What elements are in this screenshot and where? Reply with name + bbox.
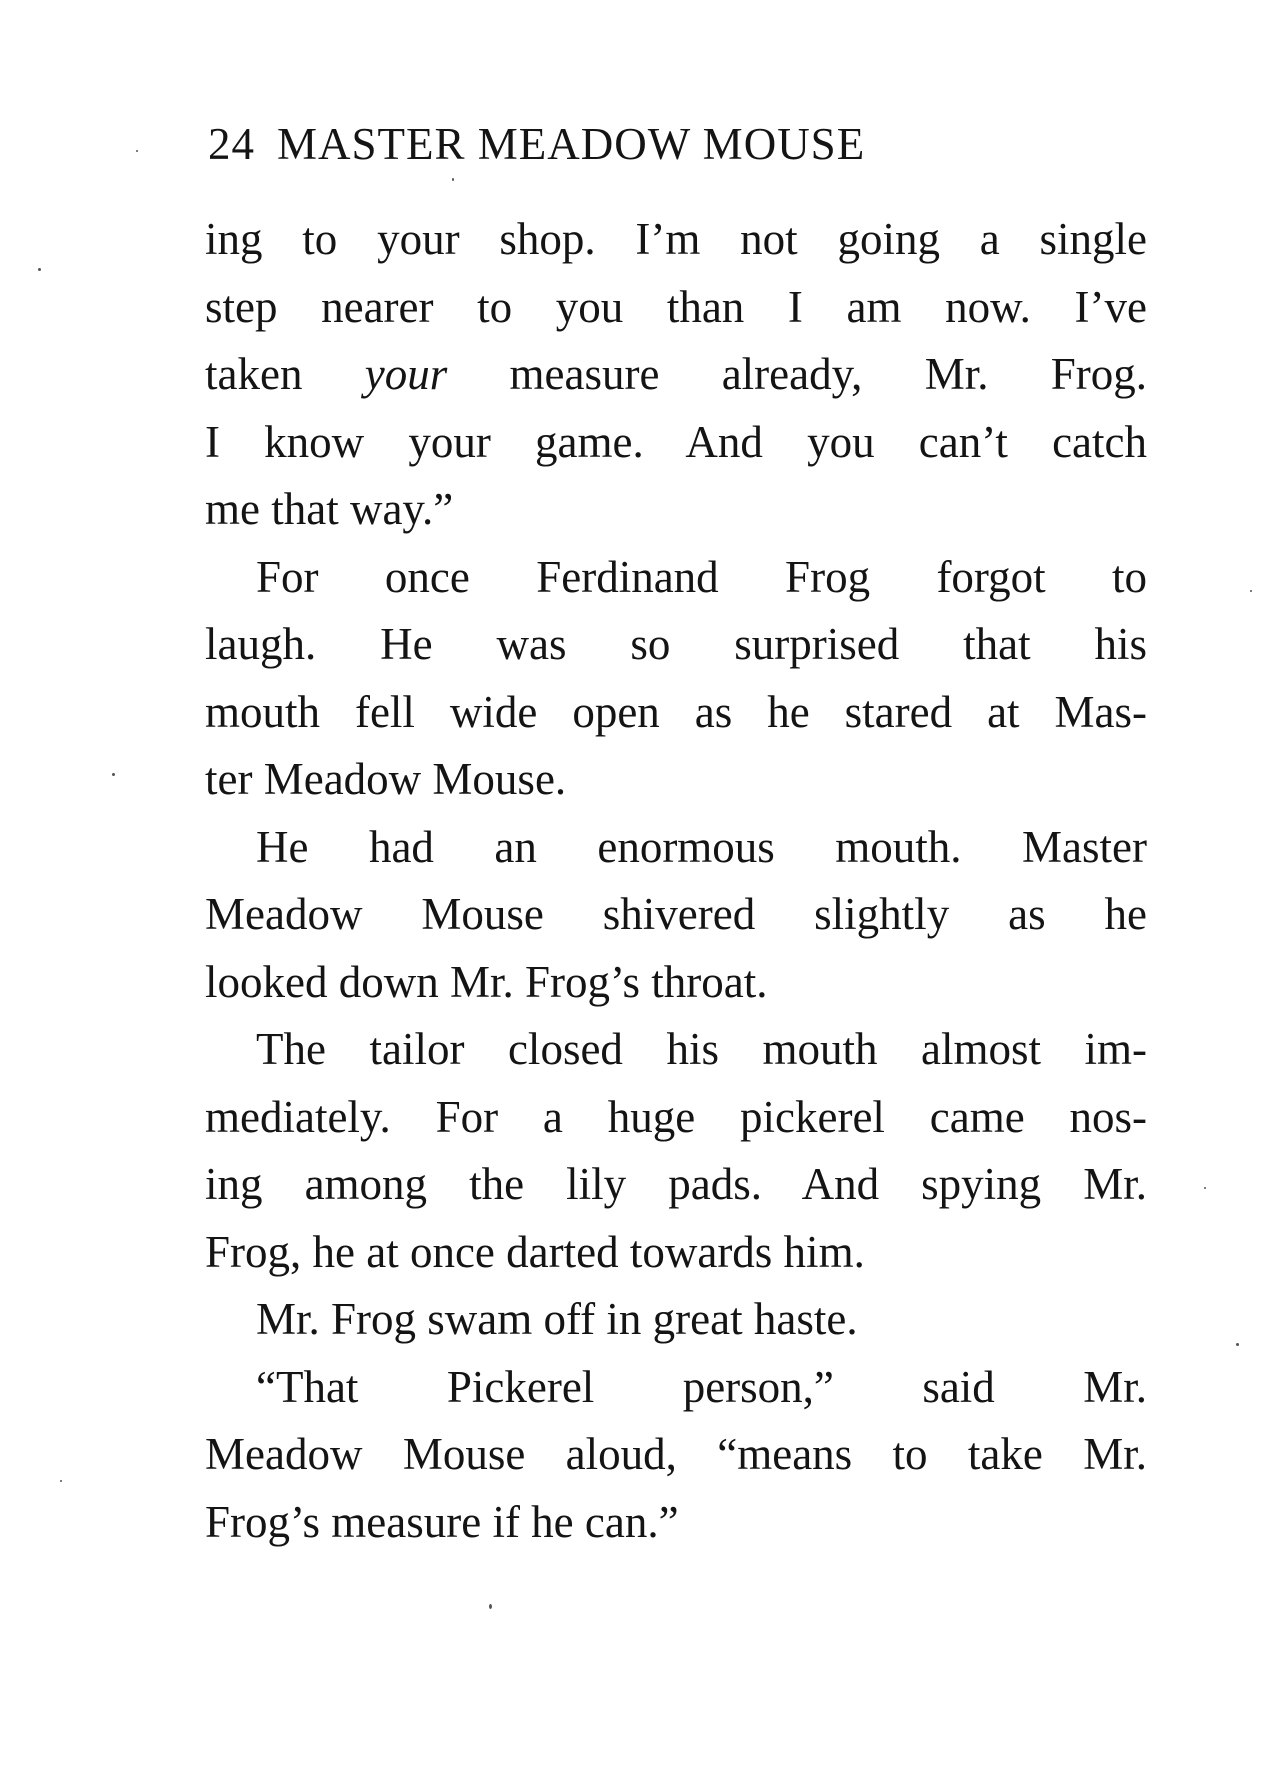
text-line: For once Ferdinand Frog forgot to <box>256 551 1147 602</box>
text-line <box>205 341 1147 409</box>
text-line: Frog’s measure if he can.” <box>205 1496 679 1547</box>
paragraph <box>205 814 1147 1017</box>
page-number: 24 <box>208 119 255 169</box>
italic-word: your <box>364 349 448 399</box>
text-line: mediately. For a huge pickerel came nos- <box>205 1091 1147 1142</box>
scan-speck <box>1236 1343 1239 1346</box>
body-text <box>205 206 1147 1556</box>
text-line: looked down Mr. Frog’s throat. <box>205 956 768 1007</box>
paragraph <box>205 544 1147 814</box>
paragraph <box>205 1354 1147 1557</box>
text-line: The tailor closed his mouth almost im- <box>256 1024 1147 1074</box>
text-line: step nearer to you than I am now. I’ve <box>205 281 1147 332</box>
text-line: He had an enormous mouth. Master <box>256 821 1147 872</box>
text-line: I know your game. And you can’t catch <box>205 416 1147 467</box>
paragraph <box>205 1016 1147 1286</box>
paragraph <box>205 1286 1147 1354</box>
text-line: Meadow Mouse aloud, “means to take Mr. <box>205 1429 1147 1479</box>
text-line: mouth fell wide open as he stared at Mas- <box>205 686 1147 737</box>
text-run: measure already, Mr. Frog. <box>447 349 1148 399</box>
text-run: taken <box>205 349 365 399</box>
scan-speck <box>452 178 454 181</box>
scan-speck <box>60 1480 62 1482</box>
scan-speck <box>1250 590 1252 592</box>
scan-speck <box>136 150 138 152</box>
scan-speck <box>38 268 41 271</box>
text-line: ter Meadow Mouse. <box>205 754 567 804</box>
text-line: ing among the lily pads. And spying Mr. <box>205 1159 1147 1209</box>
text-line: Frog, he at once darted towards him. <box>205 1226 865 1277</box>
scan-speck <box>489 1604 492 1609</box>
text-line: ing to your shop. I’m not going a single <box>205 214 1147 264</box>
scan-speck <box>112 773 115 776</box>
text-line: laugh. He was so surprised that his <box>205 619 1147 669</box>
running-header <box>208 118 865 170</box>
text-line: Mr. Frog swam off in great haste. <box>256 1294 858 1344</box>
text-line: “That Pickerel person,” said Mr. <box>256 1361 1147 1412</box>
text-line: me that way.” <box>205 484 454 534</box>
text-line: Meadow Mouse shivered slightly as he <box>205 889 1147 939</box>
paragraph <box>205 206 1147 544</box>
scan-speck <box>1204 1187 1206 1189</box>
running-title: MASTER MEADOW MOUSE <box>277 119 866 169</box>
